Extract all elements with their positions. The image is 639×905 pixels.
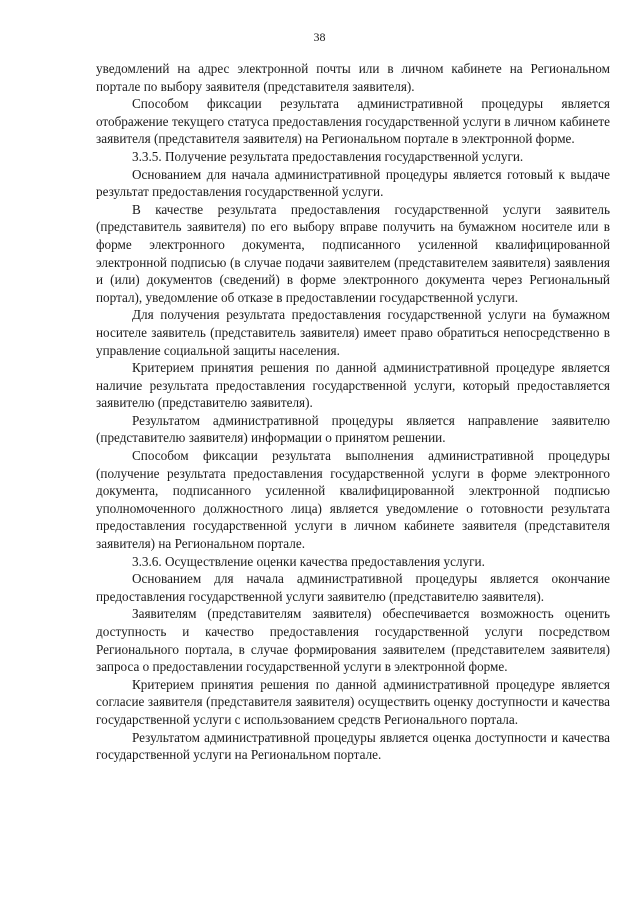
paragraph-quality-result: Результатом административной процедуры является оценка доступности и качества государственной услуги на Региональном портале. [96,729,610,763]
paragraph-quality-criterion: Критерием принятия решения по данной административной процедуре является согласие заявителя (представителя заявителя) осуществить оценку доступности и качества государственной услуги с использованием средств Регионального портала. [96,676,610,727]
paragraph-decision-criterion: Критерием принятия решения по данной административной процедуре является наличие результата предоставления государственной услуги, который предоставляется заявителю (представителю заявителя). [96,360,610,411]
paragraph-fixation-status: Способом фиксации результата административной процедуры является отображение текущего статуса предоставления государственной услуги в личном кабинете заявителя (представителя заявителя) на Региональном портале в электронной форме. [96,96,610,147]
paragraph-fixation-method: Способом фиксации результата выполнения административной процедуры (получение результата предоставления государственной услуги в форме электронного документа, подписанного усиленной квалифицированной электронной подписью уполномоченного должностного лица) является уведомление о готовности результата предоставления государственной услуги в личном кабинете заявителя (представителя заявителя) на Региональном портале. [96,448,610,552]
section-heading-3-3-5: 3.3.5. Получение результата предоставления государственной услуги. [132,148,524,164]
paragraph-procedure-result: Результатом административной процедуры является направление заявителю (представителю заявителя) информации о принятом решении. [96,412,610,446]
paragraph-paper-result: Для получения результата предоставления государственной услуги на бумажном носителе заявитель (представитель заявителя) имеет право обратиться непосредственно в управление социальной защиты населения. [96,307,610,358]
document-body [96,60,610,764]
paragraph-quality-opportunity: Заявителям (представителям заявителя) обеспечивается возможность оценить доступность и качество предоставления государственной услуги посредством Регионального портала, в случае формирования заявителем (представителем заявителя) запроса о предоставлении государственной услуги в электронной форме. [96,606,610,675]
section-heading-3-3-6: 3.3.6. Осуществление оценки качества предоставления услуги. [132,553,485,569]
paragraph-basis-quality: Основанием для начала административной процедуры является окончание предоставления государственной услуги заявителю (представителю заявителя). [96,571,610,604]
page-number: 38 [313,30,326,44]
paragraph-notification-continuation: уведомлений на адрес электронной почты или в личном кабинете на Региональном портале по выбору заявителя (представителя заявителя). [96,61,610,94]
paragraph-result-format: В качестве результата предоставления государственной услуги заявитель (представитель заявителя) по его выбору вправе получить на бумажном носителе или в форме электронного документа, подписанного усиленной квалифицированной электронной подписью (в случае подачи заявителем (представителем заявителя) заявления и (или) документов (сведений) в форме электронного документа через Региональный портал), уведомление об отказе в предоставлении государственной услуги. [96,201,610,305]
paragraph-basis-ready-result: Основанием для начала административной процедуры является готовый к выдаче результат предоставления государственной услуги. [96,166,610,200]
